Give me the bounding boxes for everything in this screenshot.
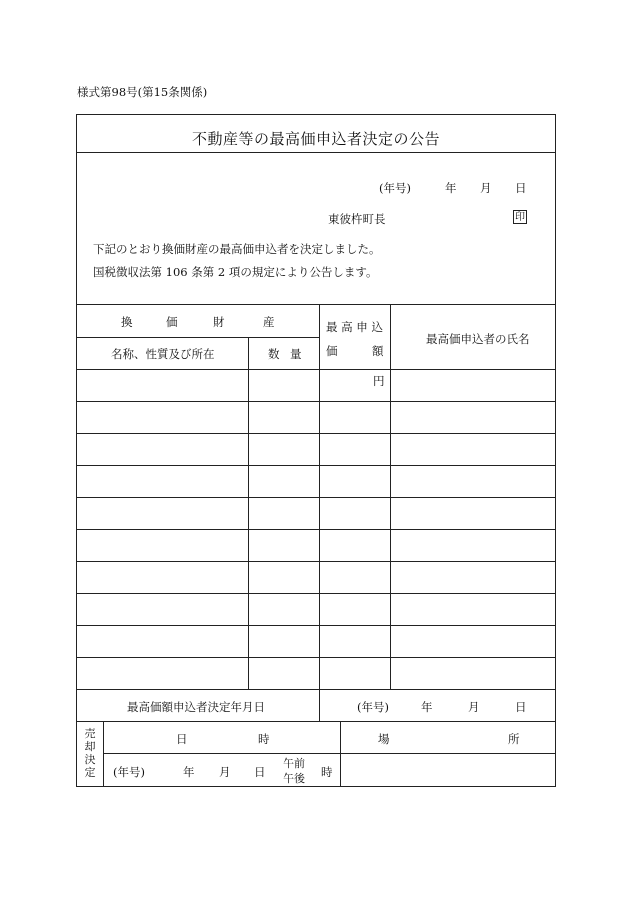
body-line-2: 国税徴収法第 106 条第 2 項の規定により公告します。 <box>93 265 378 279</box>
body-line-1: 下記のとおり換価財産の最高価申込者を決定しました。 <box>93 242 381 256</box>
col-divider-sale-place <box>340 721 341 787</box>
col-divider-bidder <box>390 304 391 689</box>
sale-year: 年 <box>183 765 195 779</box>
seal-mark: 印 <box>515 212 525 223</box>
notice-form <box>76 114 556 787</box>
divider-decision-bottom <box>76 721 556 722</box>
col-divider-qty <box>248 337 249 689</box>
col-divider-sale-label <box>103 721 104 787</box>
decision-era: (年号) <box>357 700 389 714</box>
divider-row-9 <box>76 625 556 626</box>
divider-title <box>76 152 556 153</box>
header-bidder-name: 最高価申込者の氏名 <box>426 332 530 346</box>
sale-decision-vertical-text: 売却決定 <box>84 727 96 779</box>
header-qty-char-2: 量 <box>290 347 302 361</box>
date-era: (年号) <box>379 181 411 195</box>
sale-place-char-1: 場 <box>378 732 390 746</box>
col-divider-bid <box>319 304 320 721</box>
header-qty-char-1: 数 <box>268 347 280 361</box>
date-day: 日 <box>515 181 527 195</box>
page-title: 不動産等の最高価申込者決定の公告 <box>191 130 440 148</box>
divider-row-1 <box>76 369 556 370</box>
sale-day: 日 <box>254 765 266 779</box>
divider-row-5 <box>76 497 556 498</box>
sale-decision-label <box>78 727 102 779</box>
divider-row-7 <box>76 561 556 562</box>
decision-year: 年 <box>421 700 433 714</box>
yen-unit: 円 <box>373 374 385 388</box>
divider-table-bottom <box>76 689 556 690</box>
sale-date-char-time: 時 <box>258 732 270 746</box>
header-bid-char-price: 価 <box>326 344 338 358</box>
header-name-nature-location: 名称、性質及び所在 <box>111 347 215 361</box>
issuer-name: 東彼杵町長 <box>328 212 386 226</box>
header-property-char-3: 財 <box>213 315 225 329</box>
header-bid-line-1: 最 高 申 込 <box>326 320 383 334</box>
sale-era: (年号) <box>113 765 145 779</box>
header-property-char-2: 価 <box>166 315 178 329</box>
date-month: 月 <box>480 181 492 195</box>
date-year: 年 <box>445 181 457 195</box>
header-property-char-4: 産 <box>263 315 275 329</box>
sale-month: 月 <box>219 765 231 779</box>
header-bid-char-amount: 額 <box>372 344 384 358</box>
form-number: 様式第98号(第15条関係) <box>77 85 208 99</box>
sale-hour: 時 <box>321 765 333 779</box>
divider-subheader <box>76 337 319 338</box>
divider-sale-header <box>103 753 556 754</box>
decision-month: 月 <box>468 700 480 714</box>
decision-date-label: 最高価額申込者決定年月日 <box>127 700 265 714</box>
divider-row-2 <box>76 401 556 402</box>
decision-day: 日 <box>515 700 527 714</box>
sale-place-char-2: 所 <box>508 732 520 746</box>
divider-header-top <box>76 304 556 305</box>
header-property-char-1: 換 <box>121 315 133 329</box>
divider-row-10 <box>76 657 556 658</box>
sale-am: 午前 <box>283 757 305 770</box>
divider-row-4 <box>76 465 556 466</box>
divider-row-8 <box>76 593 556 594</box>
divider-row-3 <box>76 433 556 434</box>
divider-row-6 <box>76 529 556 530</box>
sale-pm: 午後 <box>283 772 305 785</box>
sale-date-char-day: 日 <box>176 732 188 746</box>
